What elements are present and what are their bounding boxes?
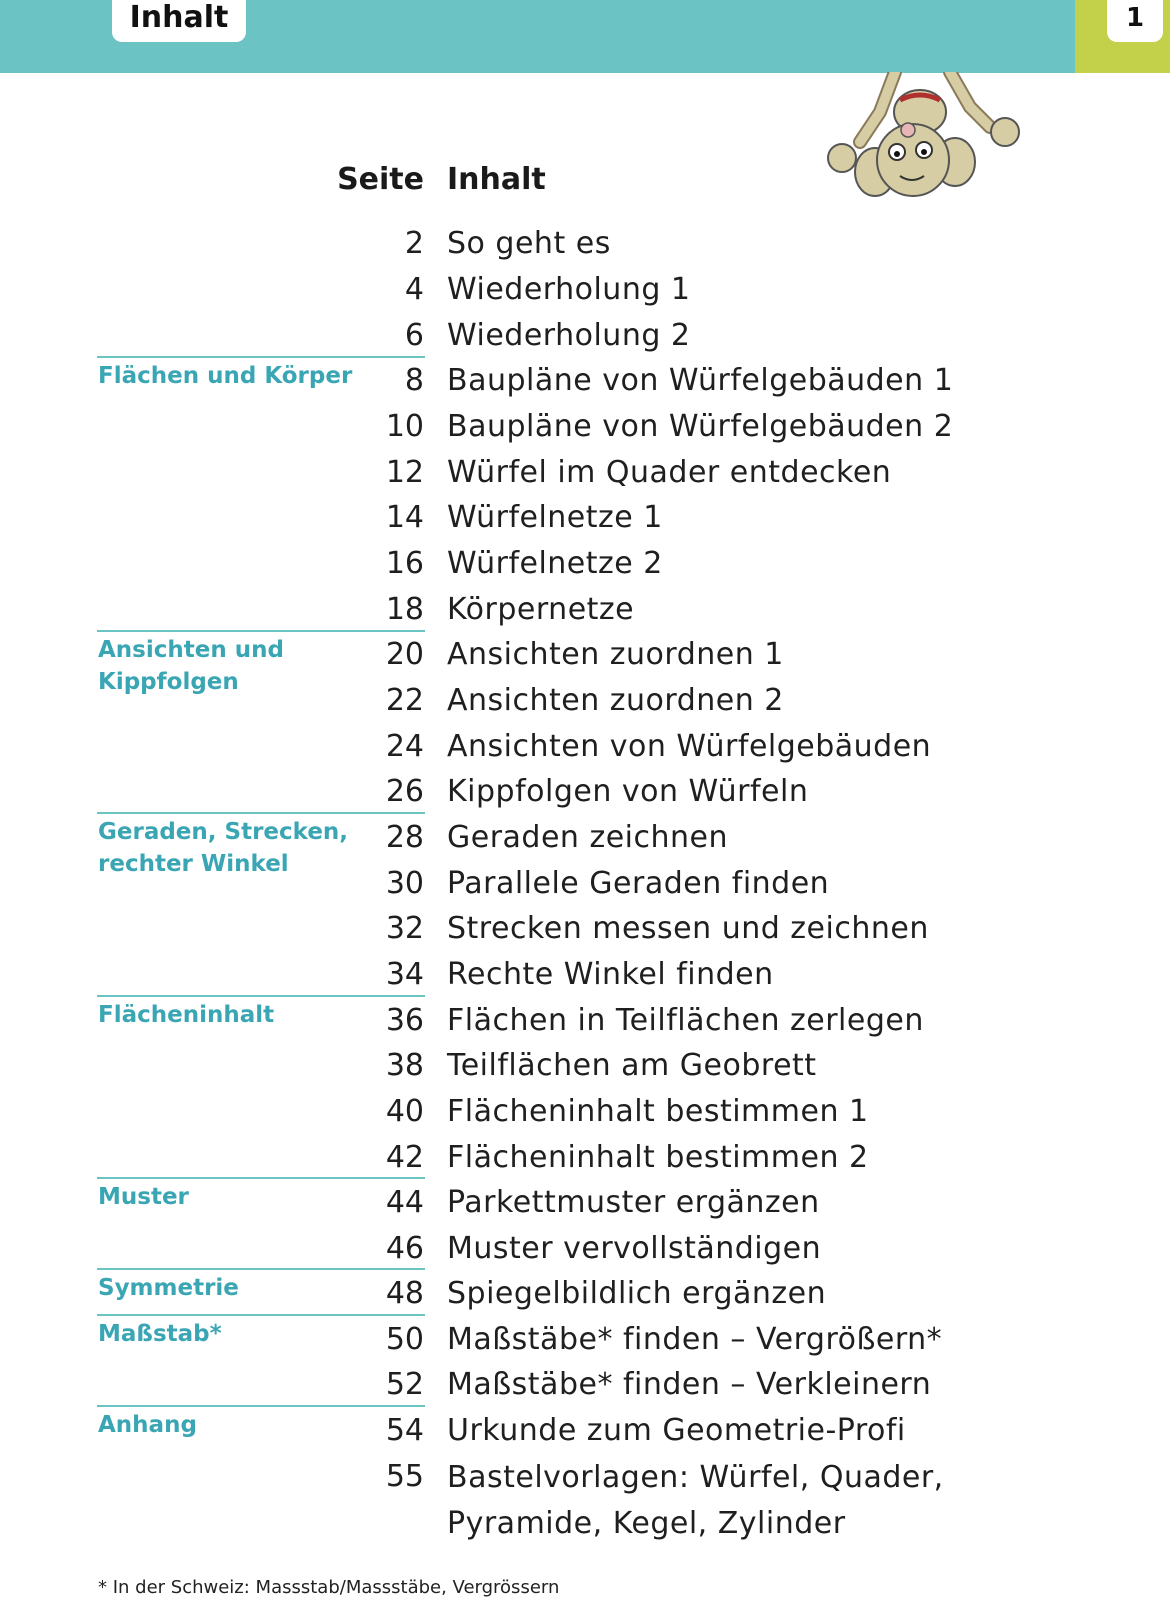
- page-number: 1: [1107, 0, 1163, 42]
- section-label: Anhang: [98, 1412, 197, 1438]
- section-label: Muster: [98, 1184, 189, 1210]
- toc-page-number: 22: [385, 683, 424, 718]
- toc-page-number: 42: [385, 1140, 424, 1175]
- toc-title: Rechte Winkel finden: [447, 957, 774, 992]
- mouse-mascot-icon: [800, 72, 1050, 212]
- toc-page-number: 40: [385, 1094, 424, 1129]
- toc-title: So geht es: [447, 226, 611, 261]
- section-divider: [97, 995, 425, 997]
- toc-entry[interactable]: [0, 633, 1170, 679]
- toc-page-number: 46: [385, 1231, 424, 1266]
- toc-title: Körpernetze: [447, 592, 635, 627]
- toc-title: Würfelnetze 1: [447, 500, 663, 535]
- toc-title: Kippfolgen von Würfeln: [447, 774, 809, 809]
- toc-page-number: 12: [385, 455, 424, 490]
- toc-entry[interactable]: [0, 222, 1170, 268]
- section-divider: [97, 1177, 425, 1179]
- toc-entry[interactable]: [0, 1409, 1170, 1455]
- toc-entry[interactable]: [0, 770, 1170, 816]
- toc-page-number: 26: [385, 774, 424, 809]
- toc-page-number: 54: [385, 1413, 424, 1448]
- toc-page-number: 18: [385, 592, 424, 627]
- toc-title: Würfel im Quader entdecken: [447, 455, 892, 490]
- section-label: Symmetrie: [98, 1275, 239, 1301]
- toc-page-number: 55: [385, 1459, 424, 1494]
- toc-entry[interactable]: [0, 725, 1170, 771]
- header-tab-label: Inhalt: [112, 0, 246, 42]
- section-divider: [97, 1268, 425, 1270]
- toc-entry[interactable]: [0, 268, 1170, 314]
- column-header-inhalt: Inhalt: [447, 162, 546, 197]
- section-divider: [97, 1405, 425, 1407]
- toc-title: Teilflächen am Geobrett: [447, 1048, 817, 1083]
- toc-entry[interactable]: [0, 1227, 1170, 1273]
- section-label: Flächeninhalt: [98, 1002, 275, 1028]
- toc-page-number: 36: [385, 1003, 424, 1038]
- toc-title: Baupläne von Würfelgebäuden 2: [447, 409, 954, 444]
- toc-page-number: 32: [385, 911, 424, 946]
- section-divider: [97, 630, 425, 632]
- toc-entry[interactable]: [0, 1090, 1170, 1136]
- toc-title: Parallele Geraden finden: [447, 866, 830, 901]
- toc-entry[interactable]: [0, 588, 1170, 634]
- toc-title: Maßstäbe* finden – Verkleinern: [447, 1367, 932, 1402]
- toc-entry[interactable]: [0, 679, 1170, 725]
- toc-entry[interactable]: [0, 405, 1170, 451]
- toc-entry[interactable]: [0, 451, 1170, 497]
- toc-page-number: 6: [404, 318, 424, 353]
- toc-entry[interactable]: [0, 314, 1170, 360]
- section-label: Flächen und Körper: [98, 363, 353, 389]
- section-label: Maßstab*: [98, 1321, 222, 1347]
- toc-entry[interactable]: [0, 862, 1170, 908]
- toc-title: Flächen in Teilflächen zerlegen: [447, 1003, 924, 1038]
- toc-title: Muster vervollständigen: [447, 1231, 822, 1266]
- toc-page-number: 44: [385, 1185, 424, 1220]
- toc-entry[interactable]: [0, 816, 1170, 862]
- toc-page-number: 10: [385, 409, 424, 444]
- toc-title: Baupläne von Würfelgebäuden 1: [447, 363, 954, 398]
- toc-entry[interactable]: [0, 359, 1170, 405]
- toc-entry[interactable]: [0, 1136, 1170, 1182]
- toc-title: Geraden zeichnen: [447, 820, 729, 855]
- toc-entry[interactable]: [0, 496, 1170, 542]
- toc-title: Ansichten zuordnen 1: [447, 637, 784, 672]
- toc-title: Würfelnetze 2: [447, 546, 663, 581]
- toc-entry[interactable]: [0, 1181, 1170, 1227]
- section-divider: [97, 1314, 425, 1316]
- toc-entry[interactable]: [0, 999, 1170, 1045]
- toc-title: Ansichten von Würfelgebäuden: [447, 729, 932, 764]
- toc-title: Wiederholung 2: [447, 318, 691, 353]
- footnote: * In der Schweiz: Massstab/Massstäbe, Vergrössern: [98, 1577, 560, 1598]
- toc-page-number: 4: [404, 272, 424, 307]
- toc-page-number: 28: [385, 820, 424, 855]
- toc-page-number: 2: [404, 226, 424, 261]
- toc-page-number: 8: [404, 363, 424, 398]
- toc-entry[interactable]: [0, 1318, 1170, 1364]
- toc-entry[interactable]: [0, 542, 1170, 588]
- toc-title: Flächeninhalt bestimmen 2: [447, 1140, 869, 1175]
- toc-title: Bastelvorlagen: Würfel, Quader, Pyramide, Kegel, Zylinder: [447, 1460, 944, 1541]
- toc-title: Spiegelbildlich ergänzen: [447, 1276, 827, 1311]
- toc-page-number: 30: [385, 866, 424, 901]
- toc-page-number: 24: [385, 729, 424, 764]
- toc-entry[interactable]: [0, 1044, 1170, 1090]
- toc-page-number: 20: [385, 637, 424, 672]
- toc-entry[interactable]: [0, 1363, 1170, 1409]
- toc-title: Flächeninhalt bestimmen 1: [447, 1094, 869, 1129]
- toc-page-number: 16: [385, 546, 424, 581]
- section-divider: [97, 812, 425, 814]
- toc-title: Wiederholung 1: [447, 272, 691, 307]
- toc-page-number: 34: [385, 957, 424, 992]
- toc-entry[interactable]: [0, 907, 1170, 953]
- toc-title: Strecken messen und zeichnen: [447, 911, 929, 946]
- toc-page-number: 50: [385, 1322, 424, 1357]
- toc-title: Parkettmuster ergänzen: [447, 1185, 820, 1220]
- toc-page-number: 52: [385, 1367, 424, 1402]
- toc-page-number: 48: [385, 1276, 424, 1311]
- toc-title: Urkunde zum Geometrie-Profi: [447, 1413, 906, 1448]
- toc-entry[interactable]: [0, 953, 1170, 999]
- toc-entry[interactable]: [0, 1272, 1170, 1318]
- toc-page-number: 14: [385, 500, 424, 535]
- section-divider: [97, 356, 425, 358]
- section-label: Ansichten und Kippfolgen: [98, 637, 284, 695]
- toc-page-number: 38: [385, 1048, 424, 1083]
- toc-entry[interactable]: [0, 1455, 1170, 1547]
- toc-title: Ansichten zuordnen 2: [447, 683, 784, 718]
- section-label: Geraden, Strecken, rechter Winkel: [98, 819, 349, 877]
- toc-title: Maßstäbe* finden – Vergrößern*: [447, 1322, 943, 1357]
- column-header-seite: Seite: [337, 162, 424, 197]
